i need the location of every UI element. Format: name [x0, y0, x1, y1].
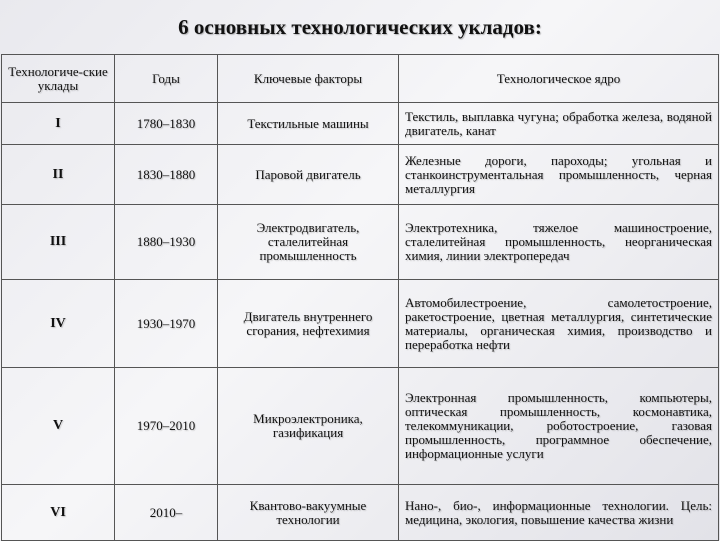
row-number: II [2, 145, 115, 205]
row-factors: Паровой двигатель [218, 145, 399, 205]
row-factors: Текстильные машины [218, 103, 399, 145]
uklady-table [1, 54, 719, 541]
row-core: Электротехника, тяжелое машиностроение, сталелитейная промышленность, неорганическая химия, линии электропередач [399, 205, 719, 280]
table-row [2, 280, 719, 368]
page-title: 6 основных технологических укладов: [178, 14, 542, 39]
row-years: 1930–1970 [115, 280, 218, 368]
row-years: 1830–1880 [115, 145, 218, 205]
row-years: 1880–1930 [115, 205, 218, 280]
row-core: Текстиль, выплавка чугуна; обработка железа, водяной двигатель, канат [399, 103, 719, 145]
row-factors: Электродвигатель, сталелитейная промышленность [218, 205, 399, 280]
row-number: III [2, 205, 115, 280]
row-core: Железные дороги, пароходы; угольная и станкоинструментальная промышленность, черная металлургия [399, 145, 719, 205]
header-core: Технологическое ядро [399, 55, 719, 103]
table-row [2, 103, 719, 145]
table-row [2, 205, 719, 280]
table-row [2, 145, 719, 205]
row-number: VI [2, 485, 115, 541]
row-number: I [2, 103, 115, 145]
row-factors: Микроэлектроника, газификация [218, 368, 399, 485]
header-years: Годы [115, 55, 218, 103]
row-years: 2010– [115, 485, 218, 541]
table-header-row [2, 55, 719, 103]
header-uklad: Технологиче-ские уклады [2, 55, 115, 103]
table-row [2, 368, 719, 485]
row-core: Автомобилестроение, самолетостроение, ракетостроение, цветная металлургия, синтетические материалы, органическая химия, производство и переработка нефти [399, 280, 719, 368]
table-row [2, 485, 719, 541]
row-core: Электронная промышленность, компьютеры, оптическая промышленность, космонавтика, телекоммуникации, роботостроение, газовая промышленность, программное обеспечение, информационные услуги [399, 368, 719, 485]
row-years: 1780–1830 [115, 103, 218, 145]
row-number: IV [2, 280, 115, 368]
row-factors: Квантово-вакуумные технологии [218, 485, 399, 541]
row-factors: Двигатель внутреннего сгорания, нефтехимия [218, 280, 399, 368]
header-factors: Ключевые факторы [218, 55, 399, 103]
row-core: Нано-, био-, информационные технологии. Цель: медицина, экология, повышение качества жизни [399, 485, 719, 541]
row-years: 1970–2010 [115, 368, 218, 485]
row-number: V [2, 368, 115, 485]
